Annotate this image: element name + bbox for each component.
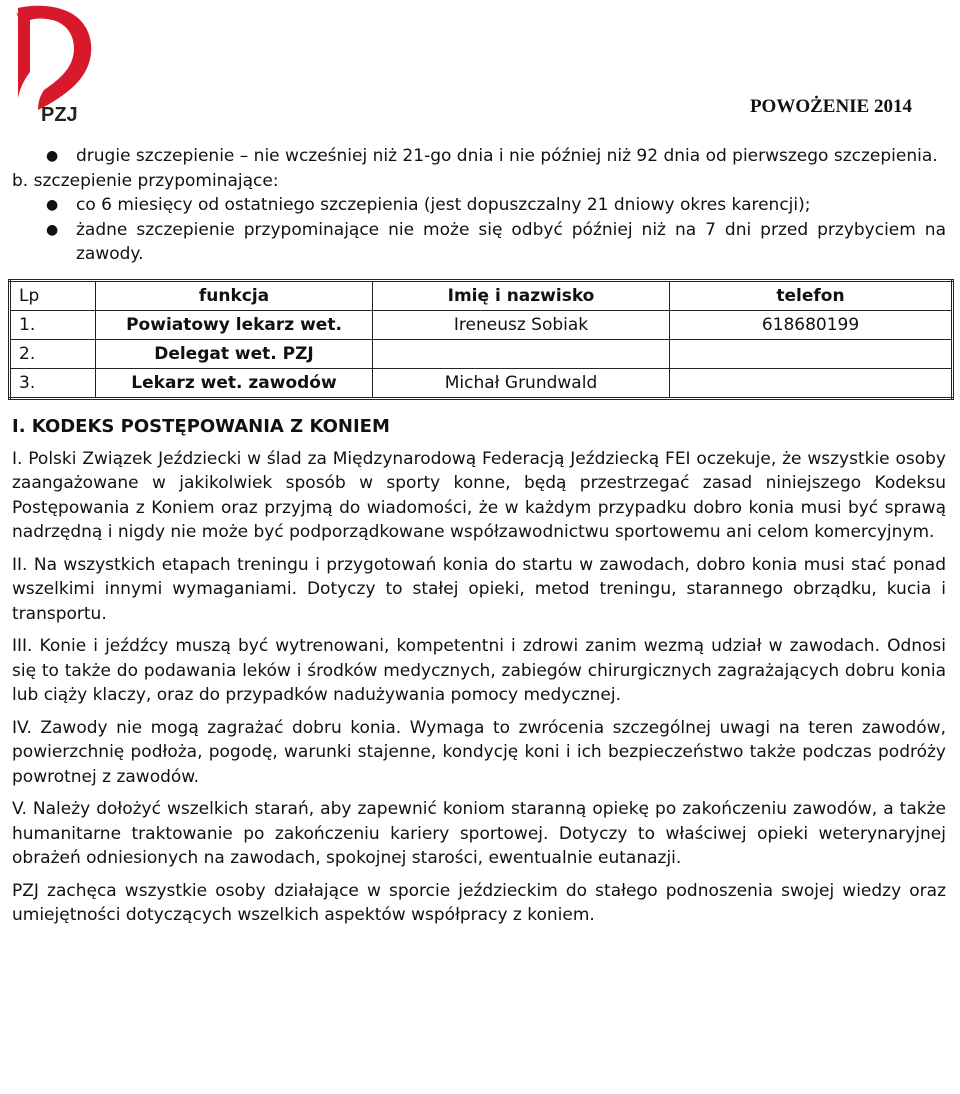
- cell-phone: [670, 339, 953, 368]
- cell-funkcja: Delegat wet. PZJ: [96, 339, 373, 368]
- col-header-phone: telefon: [670, 280, 953, 310]
- table-row: [10, 368, 953, 398]
- cell-funkcja: Lekarz wet. zawodów: [96, 368, 373, 398]
- col-header-funkcja: funkcja: [96, 280, 373, 310]
- col-header-name: Imię i nazwisko: [373, 280, 670, 310]
- code-paragraph-4: IV. Zawody nie mogą zagrażać dobru konia. Wymaga to zwrócenia szczególnej uwagi na teren zawodów, powierzchnię podłoża, pogodę, warunki stajenne, kondycję koni i ich bezpieczeństwo także podczas podróży powrotnej z zawodów.: [12, 717, 946, 787]
- document-content: [12, 144, 946, 928]
- table-header-row: [10, 280, 953, 310]
- cell-phone: [670, 368, 953, 398]
- document-header-title: POWOŻENIE 2014: [749, 96, 912, 117]
- bullet-icon: ●: [46, 148, 59, 164]
- contacts-table: [8, 279, 954, 400]
- bullet-item: ● żadne szczepienie przypominające nie może się odbyć później niż na 7 dni przed przybyciem na zawody.: [46, 219, 946, 264]
- code-paragraph-2: II. Na wszystkich etapach treningu i przygotowań konia do startu w zawodach, dobro konia musi stać ponad wszelkimi innymi wymaganiami. Dotyczy to stałej opieki, metod treningu, starannego obrządku, kucia i transportu.: [12, 554, 946, 624]
- pzj-logo: [4, 2, 94, 124]
- cell-name: Michał Grundwald: [373, 368, 670, 398]
- logo-text: PZJ: [41, 104, 78, 124]
- bullet-item: ● drugie szczepienie – nie wcześniej niż 21-go dnia i nie później niż 92 dnia od pierwszego szczepienia.: [12, 144, 946, 169]
- code-paragraph-5: V. Należy dołożyć wszelkich starań, aby zapewnić koniom staranną opiekę po zakończeniu zawodów, a także humanitarne traktowanie po zakończeniu kariery sportowej. Dotyczy to właściwej opieki weterynaryjnej obrażeń odniesionych na zawodach, spokojnej starości, ewentualnie eutanazji.: [12, 799, 946, 868]
- cell-lp: 3.: [10, 368, 96, 398]
- bullet-item: ● co 6 miesięcy od ostatniego szczepienia (jest dopuszczalny 21 dniowy okres karencji);: [12, 193, 946, 218]
- code-paragraph-1: I. Polski Związek Jeździecki w ślad za Międzynarodową Federacją Jeździecką FEI oczekuje, że wszystkie osoby zaangażowane w jakikolwiek sposób w sporty konne, będą przestrzegać zasad niniejszego Kodeksu Postępowania z Koniem oraz przyjmą do wiadomości, że w każdym przypadku dobro konia musi być sprawą nadrzędną i nigdy nie może być podporządkowane współzawodnictwu sportowemu ani celom komercyjnym.: [12, 448, 946, 542]
- code-paragraph-6: PZJ zachęca wszystkie osoby działające w sporcie jeździeckim do stałego podnoszenia swojej wiedzy oraz umiejętności dotyczących wszelkich aspektów współpracy z koniem.: [12, 880, 946, 925]
- section-title: I. KODEKS POSTĘPOWANIA Z KONIEM: [12, 415, 390, 437]
- cell-phone: 618680199: [670, 310, 953, 339]
- cell-name: [373, 339, 670, 368]
- cell-lp: 2.: [10, 339, 96, 368]
- col-header-lp: Lp: [10, 280, 96, 310]
- table-row: [10, 310, 953, 339]
- subpoint-b: b. szczepienie przypominające:: [12, 170, 279, 191]
- bullet-icon: ●: [46, 197, 59, 213]
- code-paragraph-3: III. Konie i jeźdźcy muszą być wytrenowani, kompetentni i zdrowi zanim wezmą udział w zawodach. Odnosi się to także do podawania leków i środków medycznych, zabiegów chirurgicznych zagrażających dobru konia lub ciąży klaczy, oraz do przypadków nadużywania pomocy medycznej.: [12, 636, 946, 705]
- bullet-icon: ●: [46, 221, 59, 238]
- table-row: [10, 339, 953, 368]
- cell-name: Ireneusz Sobiak: [373, 310, 670, 339]
- cell-funkcja: Powiatowy lekarz wet.: [96, 310, 373, 339]
- cell-lp: 1.: [10, 310, 96, 339]
- logo-d-shape: [18, 6, 91, 110]
